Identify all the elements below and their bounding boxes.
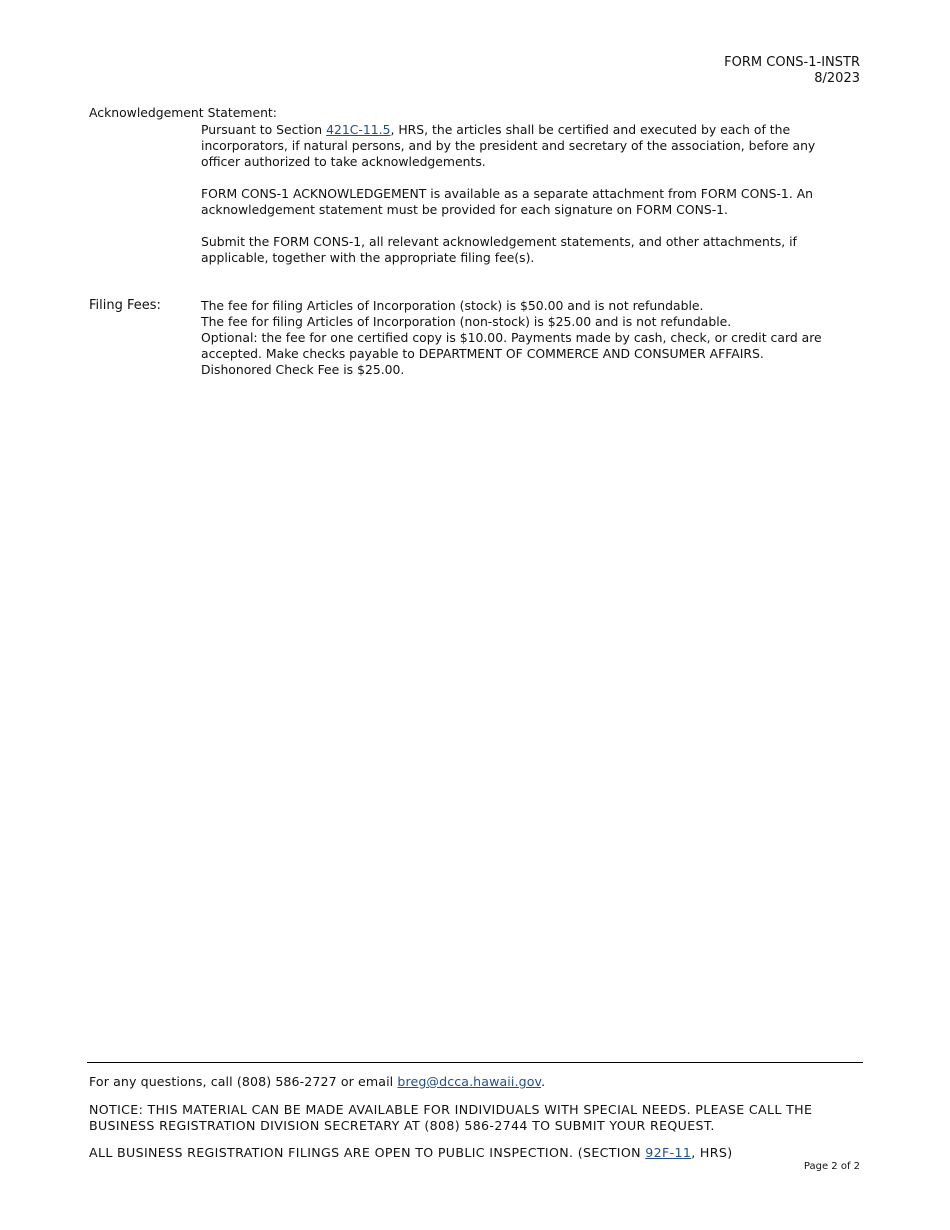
fee-stock: The fee for filing Articles of Incorporation (stock) is $50.00 and is not refundable. [201, 298, 704, 313]
form-date: 8/2023 [814, 71, 860, 86]
filing-fees-block [201, 298, 853, 378]
acknowledgement-paragraph-2: FORM CONS-1 ACKNOWLEDGEMENT is available as a separate attachment from FORM CONS-1. An acknowledgement statement must be provided for each signature on FORM CONS-1. [201, 186, 814, 217]
email-link[interactable]: breg@dcca.hawaii.gov [397, 1074, 542, 1089]
form-id: FORM CONS-1-INSTR [724, 55, 860, 70]
filing-fees-label: Filing Fees: [89, 298, 161, 313]
footer-questions: For any questions, call (808) 586-2727 or email breg@dcca.hawaii.gov. [89, 1074, 546, 1089]
section-421c-link[interactable]: 421C-11.5 [326, 122, 391, 137]
footer-notice: NOTICE: THIS MATERIAL CAN BE MADE AVAILABLE FOR INDIVIDUALS WITH SPECIAL NEEDS. PLEASE CALL THE BUSINESS REGISTRATION DIVISION SECRETARY AT (808) 586-2744 TO SUBMIT YOUR REQUEST. [89, 1102, 813, 1133]
footer-divider [87, 1062, 863, 1063]
acknowledgement-paragraph-1: Pursuant to Section 421C-11.5, HRS, the articles shall be certified and executed by each of the incorporators, if natural persons, and by the president and secretary of the association, before any officer authorized to take acknowledgements. [201, 122, 816, 169]
section-92f-link[interactable]: 92F-11 [645, 1145, 692, 1160]
page-number: Page 2 of 2 [803, 1161, 860, 1172]
acknowledgement-paragraph-3: Submit the FORM CONS-1, all relevant acknowledgement statements, and other attachments, if applicable, together with the appropriate filing fee(s). [201, 234, 797, 265]
fee-certified-copy: Optional: the fee for one certified copy is $10.00. Payments made by cash, check, or credit card are accepted. Make checks payable to DEPARTMENT OF COMMERCE AND CONSUMER AFFAIRS. [201, 330, 822, 361]
fee-non-stock: The fee for filing Articles of Incorporation (non-stock) is $25.00 and is not refundable. [201, 314, 732, 329]
acknowledgement-label: Acknowledgement Statement: [89, 105, 277, 120]
fee-dishonored-check: Dishonored Check Fee is $25.00. [201, 362, 405, 377]
form-header [724, 55, 860, 87]
footer-inspection: ALL BUSINESS REGISTRATION FILINGS ARE OPEN TO PUBLIC INSPECTION. (SECTION 92F-11, HRS) [89, 1145, 733, 1160]
